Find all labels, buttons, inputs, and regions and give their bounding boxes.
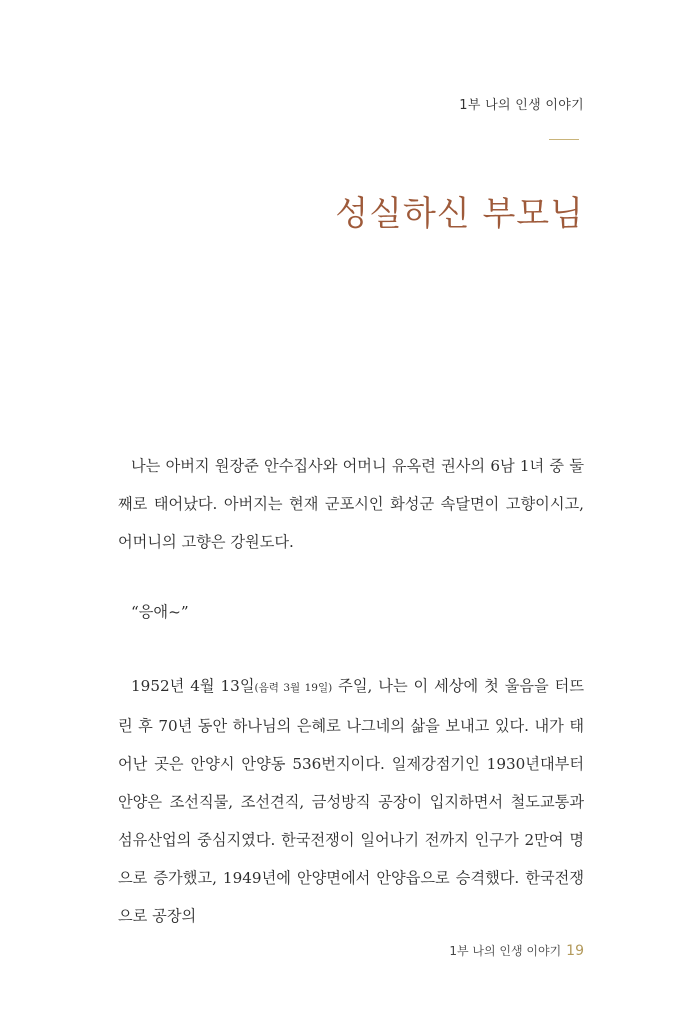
birth-date: 1952년 4월 13일 xyxy=(131,677,255,695)
chapter-title: 성실하신 부모님 xyxy=(335,194,584,234)
part-header: 1부 나의 인생 이야기 xyxy=(459,98,584,113)
page-footer xyxy=(449,942,584,959)
birthplace-text: 주일, 나는 이 세상에 첫 울음을 터뜨린 후 70년 동안 하나님의 은혜로 나그네의 삶을 보내고 있다. 내가 태어난 곳은 안양시 안양동 536번지이다. 일제강점기인 1930년대부터 안양은 조선직물, 조선견직, 금성방직 공장이 입지하면서 철도교통과 섬유산업의 중심지였다. 한국전쟁이 일어나기 전까지 인구가 2만여 명으로 증가했고, 1949년에 안양면에서 안양읍으로 승격했다. 한국전쟁으로 공장의 xyxy=(118,677,584,925)
running-title: 1부 나의 인생 이야기 xyxy=(449,944,562,958)
paragraph-cry: “응애~” xyxy=(131,603,189,621)
paragraph-birthplace xyxy=(118,667,584,935)
accent-rule xyxy=(549,139,579,140)
paragraph-birth-family: 나는 아버지 원장준 안수집사와 어머니 유옥련 권사의 6남 1녀 중 둘째로 태어났다. 아버지는 현재 군포시인 화성군 속달면이 고향이시고, 어머니의 고향은 강원도다. xyxy=(118,457,584,551)
page-number: 19 xyxy=(566,943,584,959)
lunar-date-note: (음력 3월 19일) xyxy=(254,682,333,694)
